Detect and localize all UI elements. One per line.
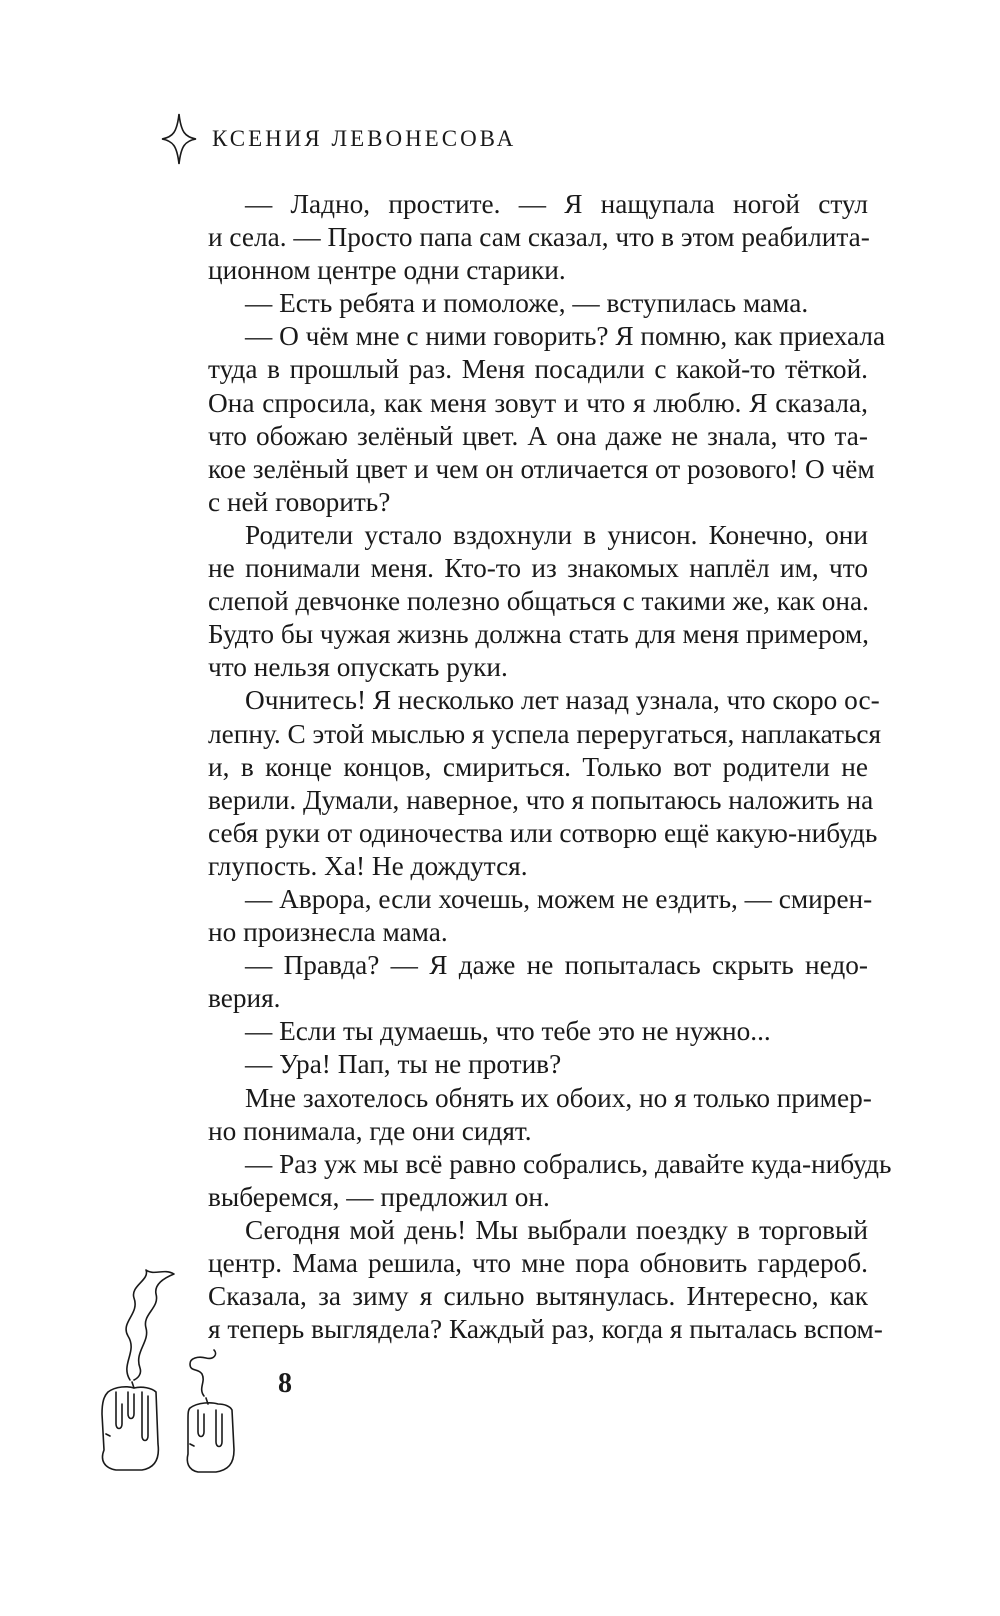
text-line: верили. Думали, наверное, что я попытаюсь наложить на <box>208 784 874 815</box>
text-line: и, в конце концов, смириться. Только вот родители не <box>208 751 868 782</box>
text-line: кое зелёный цвет и чем он отличается от розового! О чём <box>208 453 875 484</box>
text-line: но понимала, где они сидят. <box>208 1115 532 1146</box>
tall-candle-icon <box>102 1387 158 1470</box>
text-line: Родители устало вздохнули в унисон. Конечно, они <box>245 519 868 550</box>
text-line: — Если ты думаешь, что тебе это не нужно... <box>245 1016 771 1047</box>
text-line: я теперь выглядела? Каждый раз, когда я пыталась вспом- <box>208 1314 883 1345</box>
text-line: что нельзя опускать руки. <box>208 652 508 683</box>
smoke-icon <box>126 1270 174 1380</box>
text-line: ционном центре одни старики. <box>208 255 566 286</box>
author-name: КСЕНИЯ ЛЕВОНЕСОВА <box>212 126 517 151</box>
text-line: — Аврора, если хочешь, можем не ездить, — смирен- <box>245 883 873 914</box>
smoke-icon <box>190 1350 216 1396</box>
text-line: — Есть ребята и помоложе, — вступилась мама. <box>245 288 809 319</box>
text-line: Очнитесь! Я несколько лет назад узнала, что скоро ос- <box>245 685 880 716</box>
text-line: что обожаю зелёный цвет. А она даже не знала, что та- <box>208 420 868 451</box>
text-line: выберемся, — предложил он. <box>208 1181 550 1212</box>
running-header <box>160 112 516 166</box>
text-line: себя руки от одиночества или сотворю ещё какую-нибудь <box>208 817 878 848</box>
body-text <box>208 188 892 1346</box>
four-point-star-icon <box>160 112 198 166</box>
candles-illustration <box>94 1264 244 1474</box>
text-line: Мне захотелось обнять их обоих, но я только пример- <box>245 1082 872 1113</box>
text-line: но произнесла мама. <box>208 917 448 948</box>
text-line: Будто бы чужая жизнь должна стать для меня примером, <box>208 619 870 650</box>
text-line: слепой девчонке полезно общаться с такими же, как она. <box>208 586 869 617</box>
text-line: центр. Мама решила, что мне пора обновить гардероб. <box>208 1248 868 1278</box>
text-line: с ней говорить? <box>208 486 391 517</box>
text-line: — Ура! Пап, ты не против? <box>245 1049 562 1080</box>
text-line: Она спросила, как меня зовут и что я люблю. Я сказала, <box>208 387 868 418</box>
text-line: Сегодня мой день! Мы выбрали поездку в торговый <box>245 1214 868 1245</box>
page-number: 8 <box>278 1368 292 1399</box>
text-line: и села. — Просто папа сам сказал, что в этом реабилита- <box>208 222 870 253</box>
text-line: Сказала, за зиму я сильно вытянулась. Интересно, как <box>208 1281 868 1312</box>
short-candle-icon <box>187 1403 234 1472</box>
text-line: — Раз уж мы всё равно собрались, давайте куда-нибудь <box>245 1148 892 1179</box>
text-line: лепну. С этой мыслью я успела переругаться, наплакаться <box>208 718 882 749</box>
text-line: не понимали меня. Кто-то из знакомых наплёл им, что <box>208 553 868 584</box>
text-line: глупость. Ха! Не дождутся. <box>208 850 528 881</box>
text-line: — Ладно, простите. — Я нащупала ногой стул <box>245 189 868 219</box>
text-line: туда в прошлый раз. Меня посадили с какой-то тёткой. <box>208 354 868 385</box>
text-line: — Правда? — Я даже не попыталась скрыть недо- <box>245 950 868 981</box>
text-line: — О чём мне с ними говорить? Я помню, как приехала <box>245 321 886 352</box>
text-line: верия. <box>208 983 281 1014</box>
